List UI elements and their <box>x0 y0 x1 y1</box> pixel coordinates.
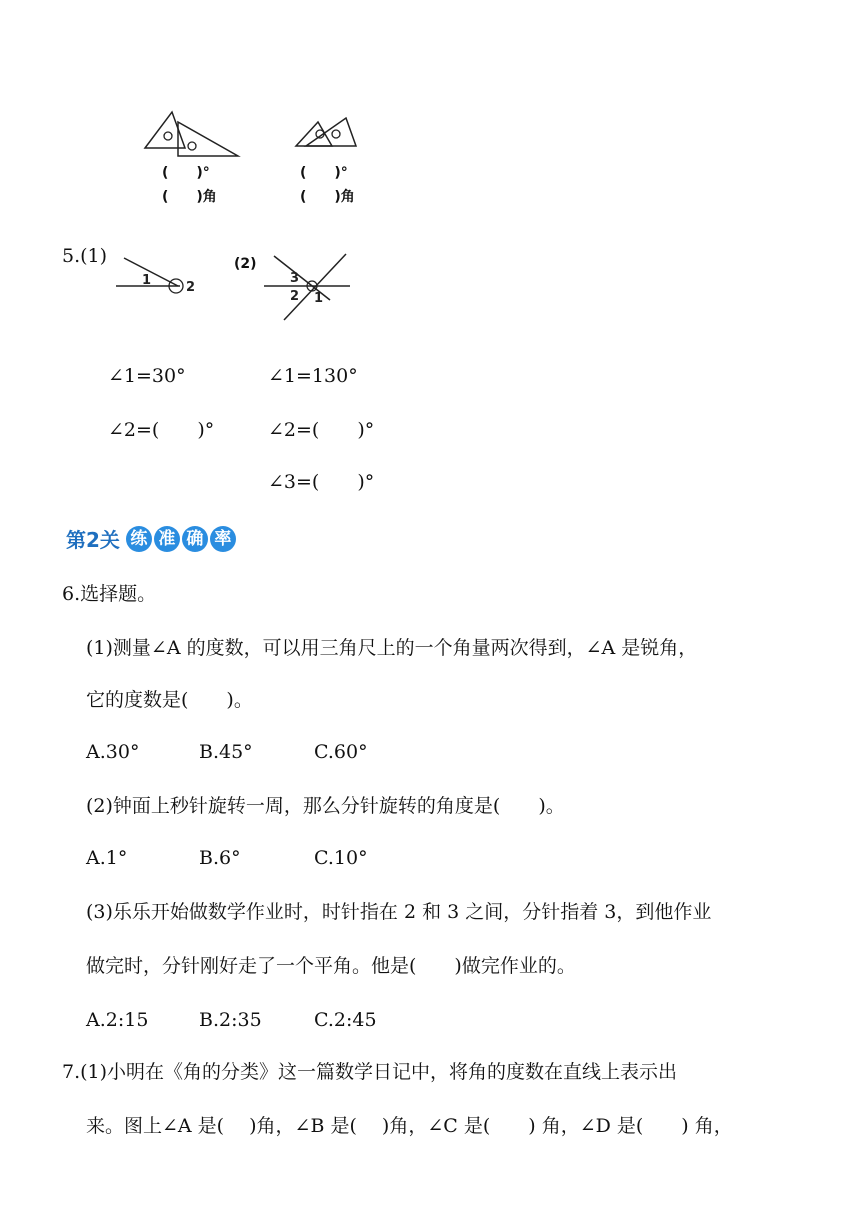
question-7-line1: 7.(1)小明在《角的分类》这一篇数学日记中，将角的度数在直线上表示出 <box>62 1061 678 1083</box>
angle-figure-2 <box>262 252 354 324</box>
question-5-part2-label: (2) <box>234 256 257 272</box>
figure-2-label-3: 3 <box>290 271 300 286</box>
question-5-number: 5.(1) <box>62 245 108 267</box>
q6-part1-option-c: C.60° <box>314 741 368 763</box>
figure-2-label-2: 2 <box>290 289 300 304</box>
question-7-line2: 来。图上∠A 是( )角，∠B 是( )角，∠C 是( ) 角，∠D 是( ) 角， <box>86 1115 733 1137</box>
q5-col2-line-3: ∠3=( )° <box>268 471 375 493</box>
figure-1-label-2: 2 <box>186 280 196 295</box>
q6-part3-line1: (3)乐乐开始做数学作业时，时针指在 2 和 3 之间，分针指着 3，到他作业 <box>86 901 712 923</box>
q6-part3-option-a: A.2:15 <box>86 1009 149 1031</box>
figure-right-degree-blank: ( )° <box>300 165 348 181</box>
angle-figure-1 <box>112 252 202 302</box>
section-badge-char-2: 准 <box>154 526 180 552</box>
q6-part1-option-b: B.45° <box>199 741 253 763</box>
figure-1-label-1: 1 <box>142 273 152 288</box>
figure-2-label-1: 1 <box>314 291 324 306</box>
q6-part3-line2: 做完时，分针刚好走了一个平角。他是( )做完作业的。 <box>86 955 576 977</box>
figure-right-angle-blank: ( )角 <box>300 189 355 205</box>
q6-part2-option-b: B.6° <box>199 847 241 869</box>
q6-part1-line1: (1)测量∠A 的度数，可以用三角尺上的一个角量两次得到，∠A 是锐角， <box>86 637 698 659</box>
figure-left-angle-blank: ( )角 <box>162 189 217 205</box>
q5-col1-line-2: ∠2=( )° <box>108 419 215 441</box>
q6-part2-option-c: C.10° <box>314 847 368 869</box>
q6-part2-option-a: A.1° <box>86 847 128 869</box>
q6-part2-line1: (2)钟面上秒针旋转一周，那么分针旋转的角度是( )。 <box>86 795 565 817</box>
q5-col2-line-1: ∠1=130° <box>268 365 358 387</box>
triangle-ruler-figure-left <box>140 108 250 160</box>
figure-left-degree-blank: ( )° <box>162 165 210 181</box>
question-6-title: 6.选择题。 <box>62 583 157 605</box>
q6-part1-option-a: A.30° <box>86 741 140 763</box>
section-badge-lead: 第2关 <box>66 528 120 552</box>
triangle-ruler-figure-right <box>288 112 368 152</box>
section-badge-char-1: 练 <box>126 526 152 552</box>
q6-part1-line2: 它的度数是( )。 <box>86 689 253 711</box>
section-badge <box>66 524 236 553</box>
q5-col1-line-1: ∠1=30° <box>108 365 186 387</box>
section-badge-char-4: 率 <box>210 526 236 552</box>
q6-part3-option-c: C.2:45 <box>314 1009 377 1031</box>
section-badge-char-3: 确 <box>182 526 208 552</box>
q5-col2-line-2: ∠2=( )° <box>268 419 375 441</box>
q6-part3-option-b: B.2:35 <box>199 1009 262 1031</box>
